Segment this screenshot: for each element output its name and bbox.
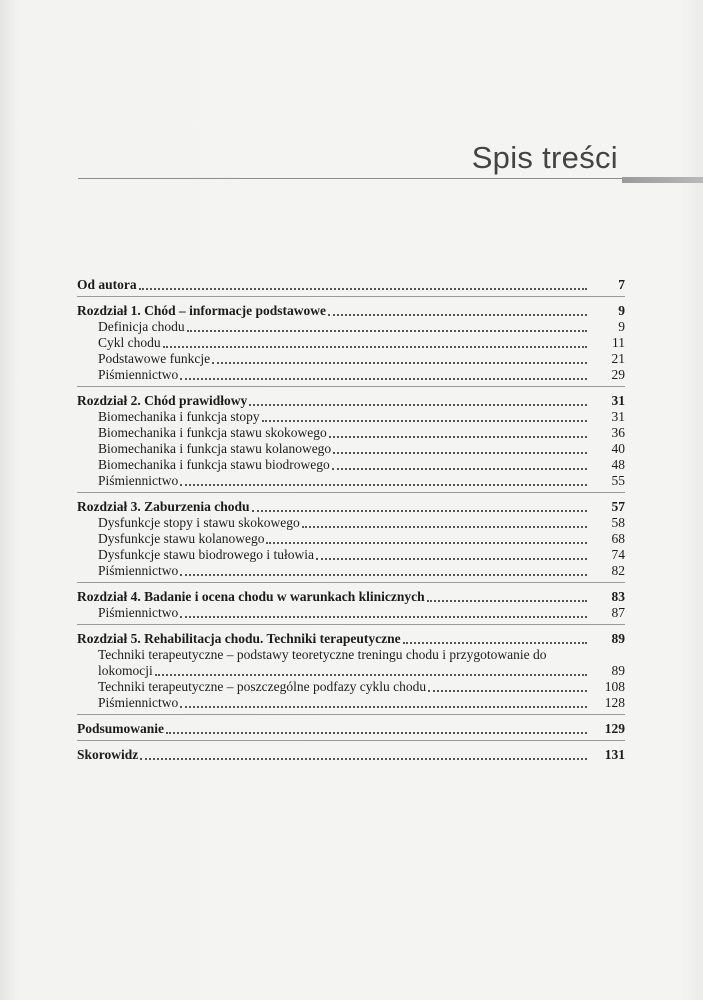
- page-title: Spis treści: [471, 140, 618, 175]
- toc-chapter-row[interactable]: [77, 498, 625, 515]
- leader-dots: [139, 287, 587, 290]
- leader-dots: [180, 705, 587, 708]
- table-of-contents: [77, 276, 625, 771]
- leader-dots: [249, 403, 587, 406]
- entry-label: Piśmiennictwo: [98, 473, 179, 488]
- chapter-title: Rozdział 2. Chód prawidłowy: [77, 393, 248, 408]
- entry-label: Podstawowe funkcje: [98, 351, 211, 366]
- leader-dots: [333, 451, 587, 454]
- toc-entry-row[interactable]: [77, 531, 625, 547]
- toc-entry-row[interactable]: [77, 679, 625, 695]
- toc-chapter: [77, 276, 625, 297]
- entry-label: Piśmiennictwo: [98, 605, 179, 620]
- leader-dots: [180, 573, 587, 576]
- chapter-title: Od autora: [77, 277, 137, 292]
- leader-dots: [163, 345, 587, 348]
- entry-label: Dysfunkcje stawu kolanowego: [98, 531, 265, 546]
- toc-chapter-row[interactable]: [77, 746, 625, 763]
- toc-chapter-row[interactable]: [77, 720, 625, 737]
- page-number: 9: [618, 319, 625, 334]
- page-number: 82: [611, 563, 625, 578]
- page-number: 36: [611, 425, 625, 440]
- page-number: 29: [611, 367, 625, 382]
- entry-label: Biomechanika i funkcja stawu skokowego: [98, 425, 327, 440]
- leader-dots: [428, 689, 587, 692]
- toc-entry-row[interactable]: [77, 409, 625, 425]
- entry-label: Biomechanika i funkcja stawu kolanowego: [98, 441, 332, 456]
- entry-label: Definicja chodu: [98, 319, 185, 334]
- page-number: 87: [611, 605, 625, 620]
- page-number: 128: [604, 695, 625, 710]
- toc-chapter-row[interactable]: [77, 630, 625, 647]
- chapter-title: Podsumowanie: [77, 721, 165, 736]
- leader-dots: [166, 731, 587, 734]
- toc-entry-row[interactable]: [77, 351, 625, 367]
- entry-label: Piśmiennictwo: [98, 563, 179, 578]
- toc-chapter: [77, 720, 625, 741]
- page-number: 129: [604, 721, 625, 736]
- page-number: 83: [611, 589, 625, 604]
- page-number: 57: [611, 499, 625, 514]
- page-number: 31: [611, 409, 625, 424]
- page-number: 9: [618, 303, 625, 318]
- toc-entry-row[interactable]: [77, 457, 625, 473]
- entry-label: Cykl chodu: [98, 335, 161, 350]
- toc-chapter-row[interactable]: [77, 588, 625, 605]
- page-number: 55: [611, 473, 625, 488]
- leader-dots: [155, 673, 587, 676]
- toc-entry-row[interactable]: [77, 367, 625, 383]
- entry-label: Dysfunkcje stopy i stawu skokowego: [98, 515, 300, 530]
- leader-dots: [328, 313, 587, 316]
- leader-dots: [180, 483, 587, 486]
- leader-dots: [302, 525, 587, 528]
- page-number: 7: [618, 277, 625, 292]
- leader-dots: [266, 541, 587, 544]
- toc-entry-row[interactable]: [77, 663, 625, 679]
- page-number: 58: [611, 515, 625, 530]
- toc-chapter-row[interactable]: [77, 276, 625, 293]
- entry-label: Techniki terapeutyczne – poszczególne podfazy cyklu chodu: [98, 679, 427, 694]
- page-number: 89: [611, 631, 625, 646]
- chapter-title: Rozdział 4. Badanie i ocena chodu w warunkach klinicznych: [77, 589, 425, 604]
- leader-dots: [212, 361, 587, 364]
- page-number: 21: [611, 351, 625, 366]
- toc-chapter: [77, 588, 625, 625]
- toc-entry-row[interactable]: [77, 605, 625, 621]
- page-number: 48: [611, 457, 625, 472]
- chapter-title: Skorowidz: [77, 747, 139, 762]
- leader-dots: [187, 329, 587, 332]
- page-number: 40: [611, 441, 625, 456]
- page-number: 68: [611, 531, 625, 546]
- page-number: 11: [612, 335, 625, 350]
- toc-chapter: [77, 498, 625, 583]
- entry-label: Piśmiennictwo: [98, 695, 179, 710]
- toc-chapter: [77, 302, 625, 387]
- entry-label: lokomocji: [98, 663, 153, 678]
- leader-dots: [427, 599, 587, 602]
- toc-chapter: [77, 630, 625, 715]
- page-number: 74: [611, 547, 625, 562]
- toc-entry-row[interactable]: [77, 319, 625, 335]
- leader-dots: [403, 641, 587, 644]
- leader-dots: [332, 467, 587, 470]
- toc-entry-row[interactable]: [77, 547, 625, 563]
- page-number: 31: [611, 393, 625, 408]
- toc-entry-row[interactable]: [77, 515, 625, 531]
- toc-entry-row[interactable]: [77, 425, 625, 441]
- toc-entry-row[interactable]: [77, 695, 625, 711]
- toc-chapter-row[interactable]: [77, 392, 625, 409]
- leader-dots: [316, 557, 587, 560]
- entry-label: Biomechanika i funkcja stopy: [98, 409, 260, 424]
- page-number: 108: [604, 679, 625, 694]
- chapter-title: Rozdział 5. Rehabilitacja chodu. Techniki terapeutyczne: [77, 631, 401, 646]
- toc-chapter: [77, 392, 625, 493]
- toc-entry-row[interactable]: [77, 563, 625, 579]
- title-accent-bar: [622, 177, 703, 183]
- leader-dots: [262, 419, 587, 422]
- chapter-title: Rozdział 3. Zaburzenia chodu: [77, 499, 250, 514]
- entry-label: Biomechanika i funkcja stawu biodrowego: [98, 457, 330, 472]
- title-underline: [78, 178, 623, 179]
- toc-entry-row[interactable]: [77, 441, 625, 457]
- toc-chapter: [77, 746, 625, 766]
- entry-label: Piśmiennictwo: [98, 367, 179, 382]
- entry-label: Dysfunkcje stawu biodrowego i tułowia: [98, 547, 314, 562]
- leader-dots: [180, 377, 587, 380]
- page-number: 131: [604, 747, 625, 762]
- toc-entry-row[interactable]: [77, 473, 625, 489]
- toc-entry-row[interactable]: [77, 335, 625, 351]
- toc-entry-label-line: Techniki terapeutyczne – podstawy teoretyczne treningu chodu i przygotowanie do: [98, 647, 547, 662]
- page-number: 89: [611, 663, 625, 678]
- leader-dots: [180, 615, 587, 618]
- leader-dots: [252, 509, 587, 512]
- toc-chapter-row[interactable]: [77, 302, 625, 319]
- leader-dots: [329, 435, 587, 438]
- leader-dots: [140, 757, 587, 760]
- chapter-title: Rozdział 1. Chód – informacje podstawowe: [77, 303, 326, 318]
